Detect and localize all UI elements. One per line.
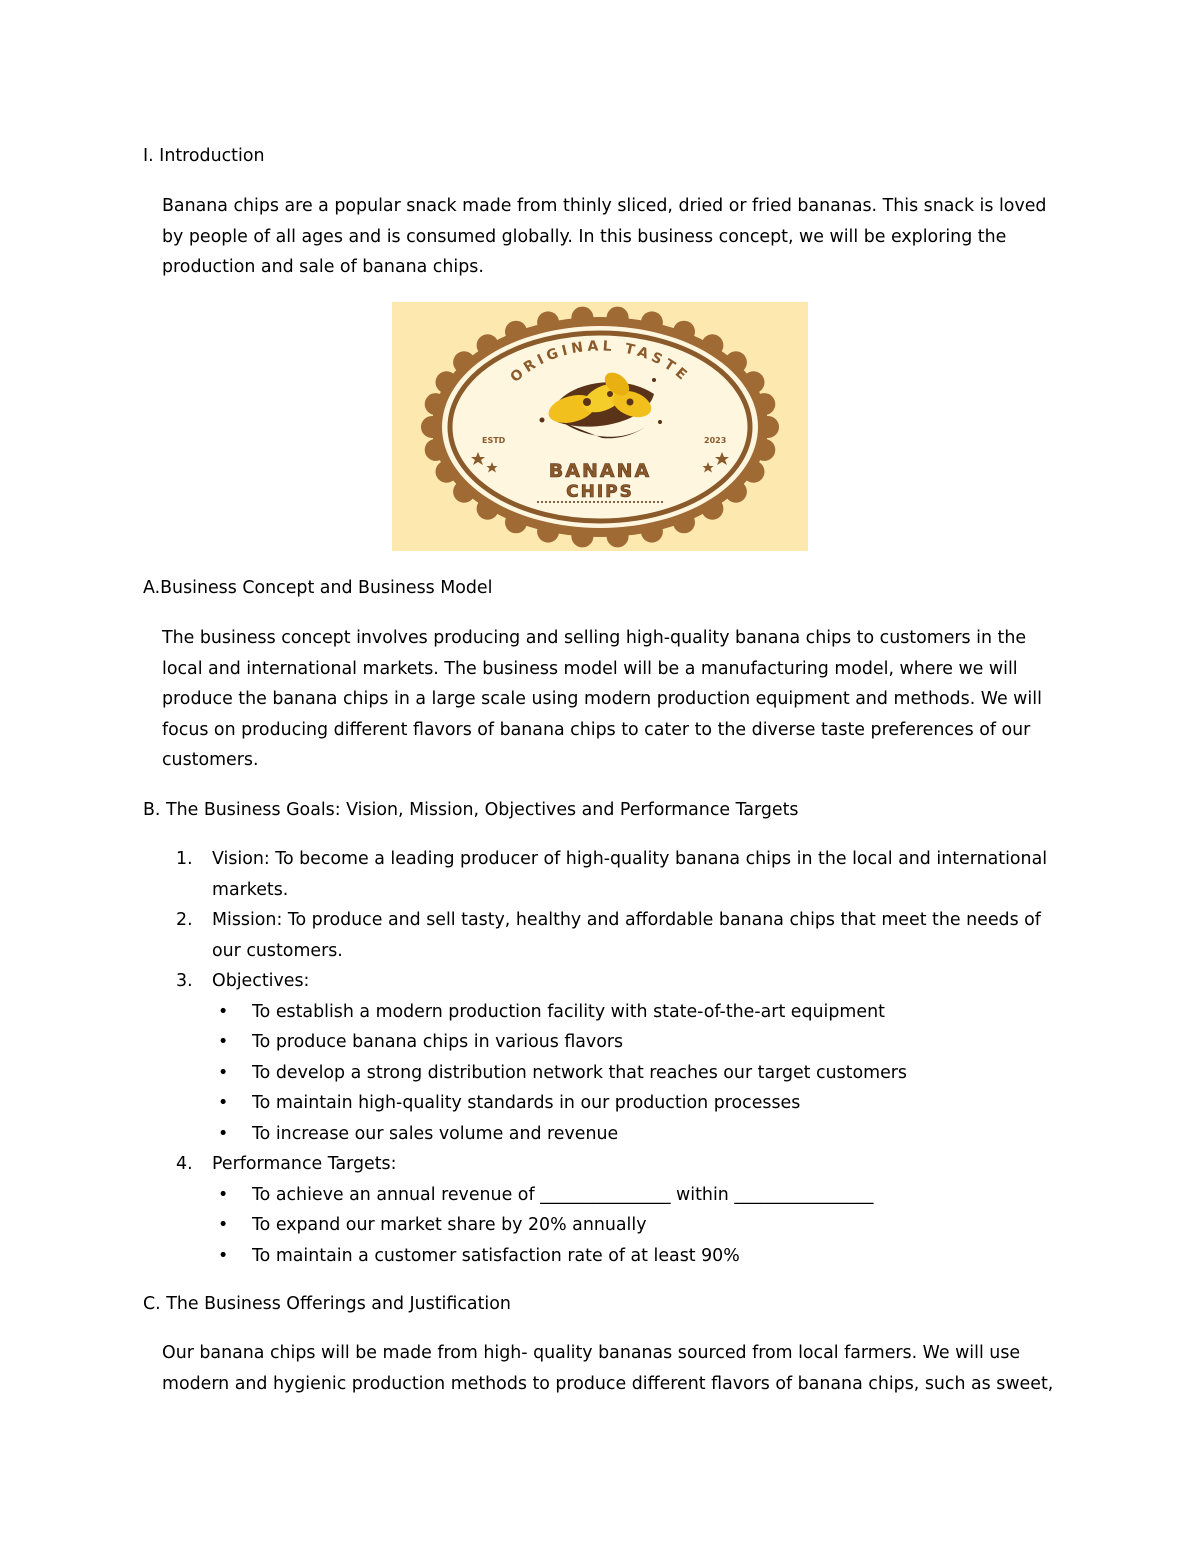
sectionC-line: modern and hygienic production methods to produce different flavors of banana chips, such as sweet,: [162, 1373, 1054, 1394]
bullet-text: To maintain a customer satisfaction rate of at least 90%: [252, 1245, 740, 1266]
goal-text: Objectives:: [212, 971, 310, 991]
bullet-icon: •: [218, 1032, 229, 1052]
goals-list: [143, 844, 1103, 1271]
list-number: 3.: [176, 971, 193, 991]
bullet-item: [212, 1180, 1103, 1211]
sectionC-heading: C. The Business Offerings and Justification: [143, 1294, 511, 1314]
bullet-text: To establish a modern production facility with state-of-the-art equipment: [252, 1001, 885, 1022]
sectionA-line: local and international markets. The business model will be a manufacturing model, where we will: [162, 658, 1018, 679]
logo-name-line1: BANANA: [548, 460, 652, 482]
list-number: 4.: [176, 1154, 193, 1174]
goal-item-mission: [143, 905, 1103, 966]
goal-text: Vision: To become a leading producer of high-quality banana chips in the local and international: [212, 849, 1048, 869]
bullet-item: [212, 1241, 1103, 1272]
bullet-icon: •: [218, 1001, 229, 1022]
sectionA-heading: A.Business Concept and Business Model: [143, 578, 493, 598]
bullet-item: [212, 1119, 1103, 1150]
bullet-text: To expand our market share by 20% annually: [252, 1215, 647, 1235]
goal-text: markets.: [212, 879, 289, 900]
sectionA-paragraph: [162, 623, 1062, 776]
sectionA-line: focus on producing different flavors of banana chips to cater to the diverse taste preferences of our: [162, 719, 1031, 740]
logo-top-text: ORIGINAL TASTE: [507, 338, 693, 386]
sectionC-paragraph: [162, 1338, 1062, 1399]
intro-line: Banana chips are a popular snack made from thinly sliced, dried or fried bananas. This snack is loved: [162, 196, 1047, 216]
bullet-icon: •: [218, 1245, 229, 1266]
targets-bullet-list: [212, 1180, 1103, 1272]
goal-text: our customers.: [212, 940, 343, 961]
bullet-text: To increase our sales volume and revenue: [252, 1123, 619, 1144]
bullet-icon: •: [218, 1184, 229, 1205]
logo-name-line2: CHIPS: [566, 482, 634, 502]
intro-heading: I. Introduction: [143, 146, 265, 166]
goal-item-objectives: [143, 966, 1103, 1149]
bullet-text: To maintain high-quality standards in our production processes: [252, 1093, 801, 1113]
bullet-item: [212, 997, 1103, 1028]
list-number: 2.: [176, 910, 193, 930]
sectionA-line: customers.: [162, 750, 259, 770]
bullet-item: [212, 1058, 1103, 1089]
logo-badge-image: [392, 302, 808, 551]
intro-paragraph: [162, 191, 1062, 283]
sectionA-line: produce the banana chips in a large scale using modern production equipment and methods. We will: [162, 689, 1042, 709]
banana-chips-logo: [392, 302, 808, 551]
intro-line: by people of all ages and is consumed globally. In this business concept, we will be exploring the: [162, 226, 1007, 247]
bullet-text: To produce banana chips in various flavors: [252, 1032, 624, 1052]
intro-line: production and sale of banana chips.: [162, 257, 484, 277]
sectionC-line: Our banana chips will be made from high- quality bananas sourced from local farmers. We will use: [162, 1343, 1021, 1363]
bullet-item: [212, 1027, 1103, 1058]
bullet-icon: •: [218, 1062, 229, 1083]
goal-item-performance-targets: [143, 1149, 1103, 1271]
sectionA-line: The business concept involves producing and selling high-quality banana chips to customers in the: [162, 628, 1027, 648]
bullet-item: [212, 1210, 1103, 1241]
goal-text: Performance Targets:: [212, 1154, 397, 1174]
bullet-text: To develop a strong distribution network that reaches our target customers: [252, 1062, 907, 1083]
bullet-icon: •: [218, 1123, 229, 1144]
logo-year-text: 2023: [704, 436, 727, 445]
goal-item-vision: [143, 844, 1103, 905]
goal-text: Mission: To produce and sell tasty, healthy and affordable banana chips that meet the needs of: [212, 910, 1041, 930]
list-number: 1.: [176, 849, 193, 869]
bullet-icon: •: [218, 1093, 229, 1113]
logo-estd-text: ESTD: [482, 436, 506, 445]
objectives-bullet-list: [212, 997, 1103, 1150]
sectionB-heading: B. The Business Goals: Vision, Mission, Objectives and Performance Targets: [143, 800, 799, 820]
bullet-text: To achieve an annual revenue of _______________ within ________________: [252, 1184, 874, 1205]
bullet-item: [212, 1088, 1103, 1119]
bullet-icon: •: [218, 1215, 229, 1235]
